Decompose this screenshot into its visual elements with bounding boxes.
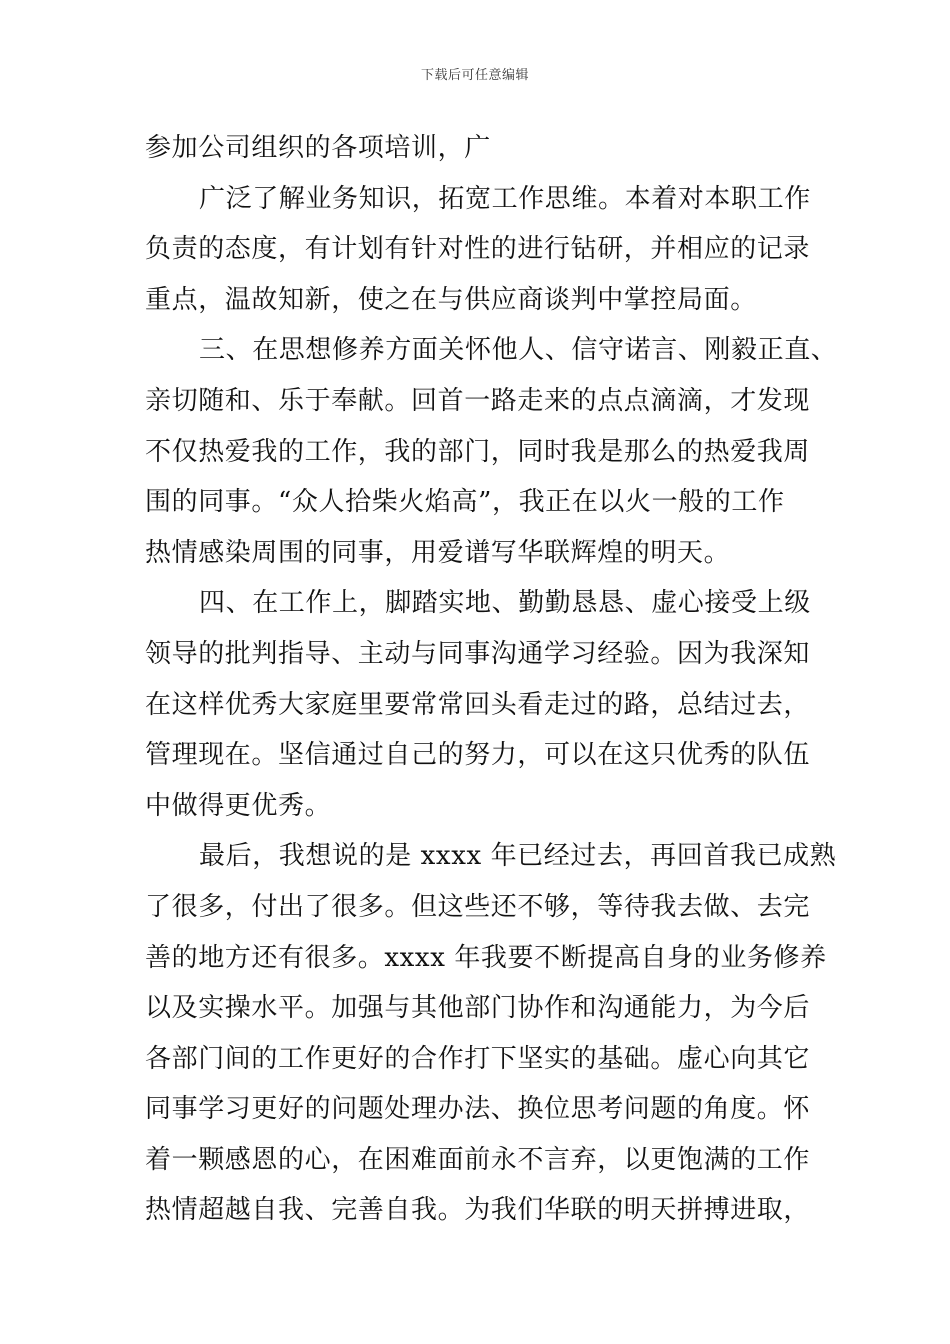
text-line: 三、在思想修养方面关怀他人、信守诺言、刚毅正直、 [199, 335, 838, 366]
text-line: 热情感染周围的同事，用爱谱写华联辉煌的明天。 [145, 537, 731, 568]
text-line: 各部门间的工作更好的合作打下坚实的基础。虚心向其它 [145, 1043, 811, 1074]
text-line: 参加公司组织的各项培训，广 [145, 133, 491, 163]
document-body [145, 123, 838, 1236]
text-line: 了很多，付出了很多。但这些还不够，等待我去做、去完 [145, 891, 811, 922]
text-line: 广泛了解业务知识，拓宽工作思维。本着对本职工作 [199, 183, 811, 214]
text-line: 善的地方还有很多。xxxx 年我要不断提高自身的业务修养 [145, 942, 827, 973]
page-header: 下载后可任意编辑 [420, 68, 529, 83]
text-line: 重点，温故知新，使之在与供应商谈判中掌控局面。 [145, 284, 757, 315]
text-line: 不仅热爱我的工作，我的部门，同时我是那么的热爱我周 [145, 436, 811, 467]
text-line: 最后，我想说的是 xxxx 年已经过去，再回首我已成熟 [199, 841, 837, 872]
text-line: 同事学习更好的问题处理办法、换位思考问题的角度。怀 [145, 1094, 811, 1125]
text-line: 围的同事。“众人拾柴火焰高”，我正在以火一般的工作 [145, 487, 785, 518]
text-line: 热情超越自我、完善自我。为我们华联的明天拼搏进取， [145, 1195, 811, 1226]
text-line: 着一颗感恩的心，在困难面前永不言弃，以更饱满的工作 [145, 1144, 811, 1175]
text-line: 管理现在。坚信通过自己的努力，可以在这只优秀的队伍 [145, 740, 811, 771]
text-line: 中做得更优秀。 [145, 790, 332, 821]
text-line: 四、在工作上，脚踏实地、勤勤恳恳、虚心接受上级 [199, 588, 811, 619]
text-line: 在这样优秀大家庭里要常常回头看走过的路，总结过去， [145, 689, 811, 720]
text-line: 负责的态度，有计划有针对性的进行钻研，并相应的记录 [145, 234, 811, 265]
text-line: 以及实操水平。加强与其他部门协作和沟通能力，为今后 [145, 993, 811, 1024]
text-line: 领导的批判指导、主动与同事沟通学习经验。因为我深知 [145, 638, 811, 669]
text-line: 亲切随和、乐于奉献。回首一路走来的点点滴滴，才发现 [145, 385, 811, 416]
